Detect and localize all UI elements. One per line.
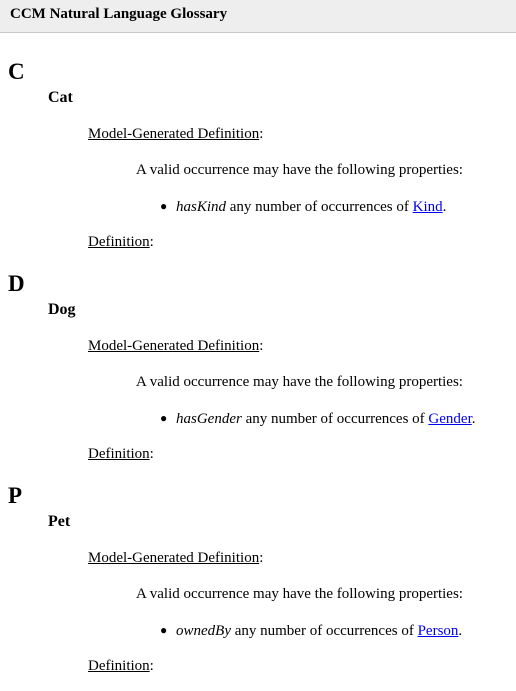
definition-link[interactable]: Definition [88,234,150,250]
kind-link[interactable]: Kind [412,199,443,215]
colon: : [149,234,154,250]
property-text: any number of occurrences of [230,623,418,639]
gender-link[interactable]: Gender [428,411,472,427]
property-name: ownedBy [176,623,231,639]
property-item [160,197,446,216]
colon: : [149,658,154,674]
property-name: hasGender [176,411,242,427]
term-dog: Dog [48,301,76,318]
valid-occurrence-text: A valid occurrence may have the following properties: [136,162,463,178]
property-item [160,621,462,640]
valid-occurrence-text: A valid occurrence may have the following properties: [136,374,463,390]
model-generated-definition-pet [88,549,263,567]
valid-occurrence-text: A valid occurrence may have the following properties: [136,586,463,602]
definition-pet [88,657,154,675]
definition-link[interactable]: Definition [88,658,150,674]
section-letter-c: C [8,59,25,84]
section-letter-d: D [8,271,25,296]
colon: : [149,446,154,462]
colon: : [259,126,264,142]
period: . [471,411,476,427]
model-generated-definition-link[interactable]: Model-Generated Definition [88,550,260,566]
property-item [160,409,476,428]
person-link[interactable]: Person [417,623,459,639]
model-generated-definition-link[interactable]: Model-Generated Definition [88,338,260,354]
period: . [458,623,463,639]
colon: : [259,338,264,354]
property-text: any number of occurrences of [241,411,429,427]
term-cat: Cat [48,89,73,106]
term-pet: Pet [48,513,71,530]
period: . [442,199,447,215]
bullet-icon: ● [160,411,168,425]
definition-dog [88,445,154,463]
model-generated-definition-cat [88,125,263,143]
bullet-icon: ● [160,199,168,213]
definition-link[interactable]: Definition [88,446,150,462]
property-name: hasKind [176,199,227,215]
colon: : [259,550,264,566]
bullet-icon: ● [160,623,168,637]
definition-cat [88,233,154,251]
page-header [0,0,516,33]
model-generated-definition-dog [88,337,263,355]
page-title: CCM Natural Language Glossary [10,6,228,22]
section-letter-p: P [8,483,23,508]
model-generated-definition-link[interactable]: Model-Generated Definition [88,126,260,142]
property-text: any number of occurrences of [226,199,413,215]
